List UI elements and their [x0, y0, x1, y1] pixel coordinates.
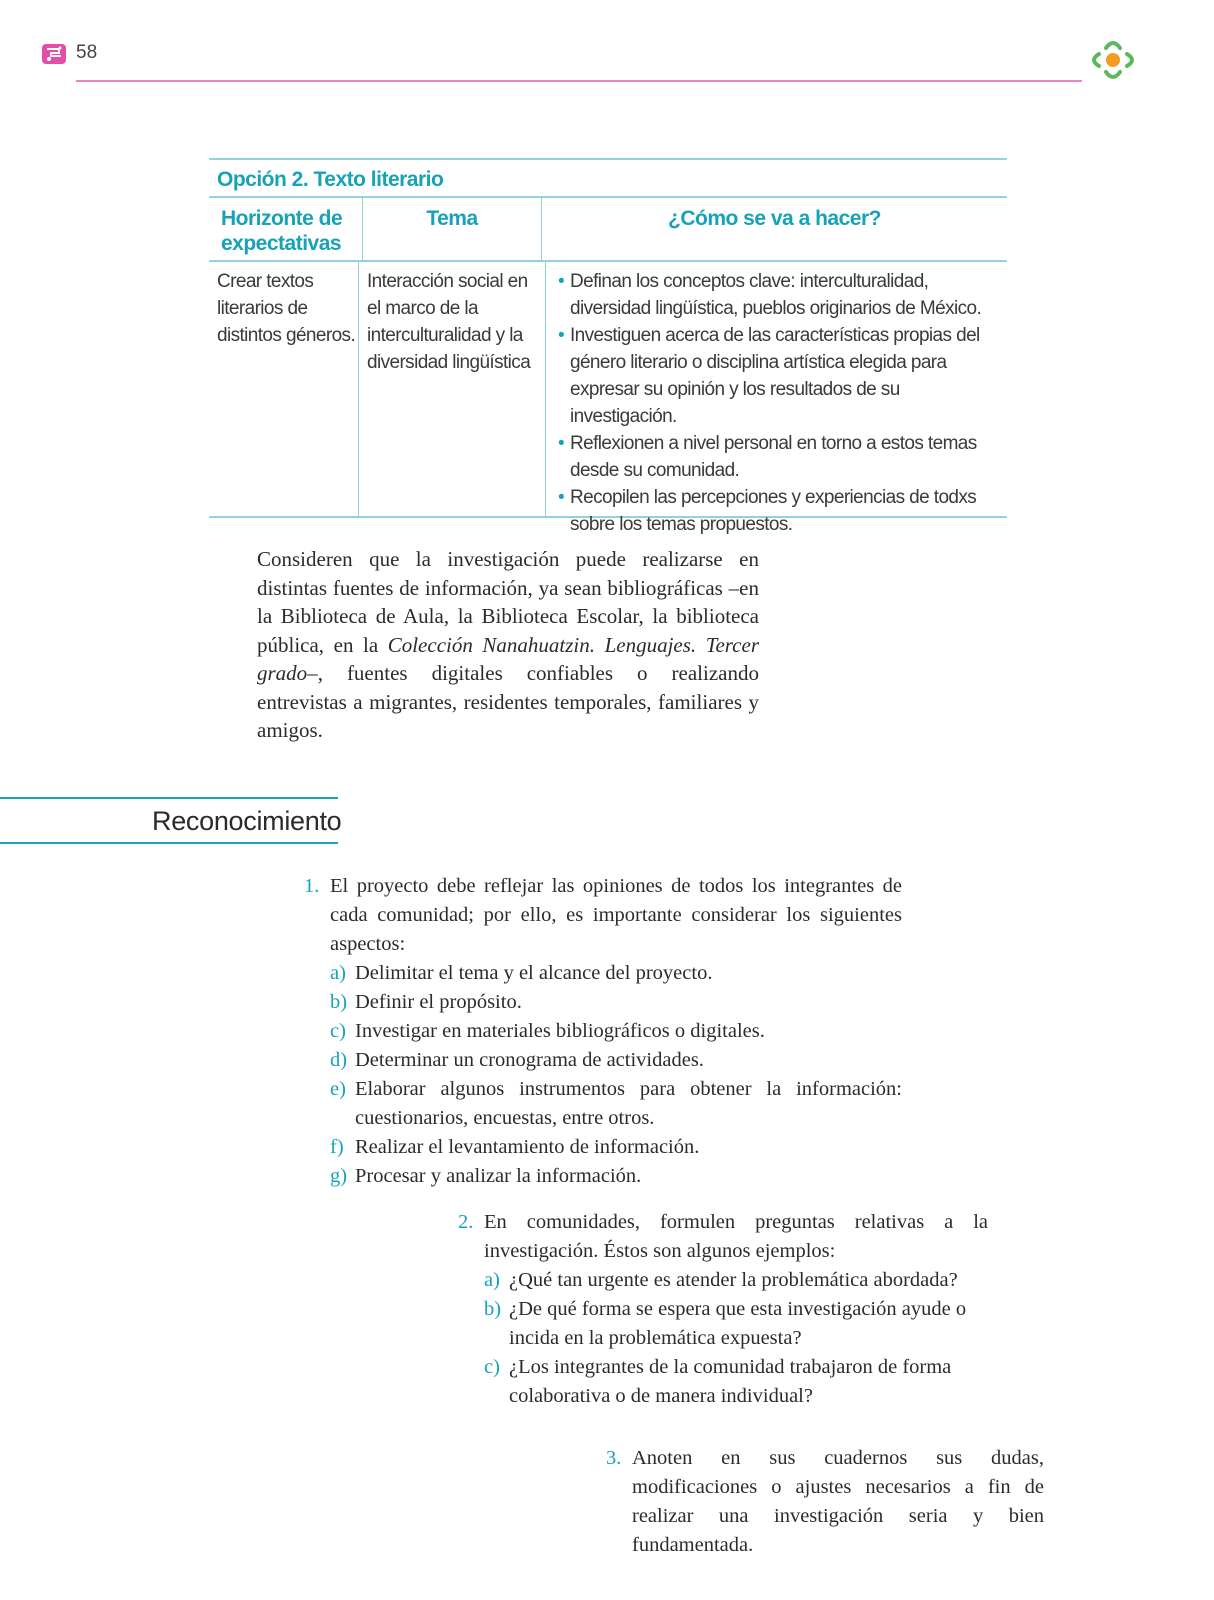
page-number: 58 [76, 42, 98, 63]
sub-item [484, 1353, 988, 1411]
numbered-item [304, 872, 902, 1191]
header-como: ¿Cómo se va a hacer? [541, 198, 1007, 260]
header-rule [76, 80, 1082, 82]
sub-text: Determinar un cronograma de actividades. [355, 1049, 704, 1071]
list-item: • Definan los conceptos clave: interculturalidad, diversidad lingüística, pueblos originarios de México. [558, 268, 1007, 322]
sub-item [484, 1295, 988, 1353]
sub-text: Investigar en materiales bibliográficos o digitales. [355, 1020, 765, 1042]
table-title: Opción 2. Texto literario [209, 158, 1007, 198]
sub-letter: c) [330, 1020, 346, 1042]
option-table [209, 158, 1007, 535]
sub-text: Elaborar algunos instrumentos para obtener la información: cuestionarios, encuestas, entre otros. [355, 1078, 902, 1129]
header-horizonte: Horizonte de expectativas [221, 207, 343, 255]
paragraph-text: Consideren que la investigación puede realizarse en distintas fuentes de información, ya sean bibliográficas –en la Biblioteca de Aula, la Biblioteca Escolar, la biblioteca pública, en la [257, 547, 759, 657]
sub-item [330, 1075, 902, 1133]
sub-text: Definir el propósito. [355, 991, 522, 1013]
section-rule [0, 842, 338, 844]
sub-letter: c) [484, 1356, 500, 1378]
list-item: • Recopilen las percepciones y experiencias de todxs sobre los temas propuestos. [558, 484, 1007, 538]
table-row [209, 262, 1007, 535]
item-text: En comunidades, formulen preguntas relativas a la investigación. Éstos son algunos ejemplos: [484, 1211, 988, 1262]
sub-letter: a) [330, 962, 346, 984]
sub-item [330, 1046, 902, 1075]
list-item: • Reflexionen a nivel personal en torno a estos temas desde su comunidad. [558, 430, 1007, 484]
list-item: • Investiguen acerca de las características propias del género literario o disciplina artística elegida para expresar su opinión y los resultados de su investigación. [558, 322, 1007, 430]
item-number: 1. [304, 875, 320, 897]
sub-item [330, 1162, 902, 1191]
intro-paragraph [257, 545, 759, 745]
section-title: Reconocimiento [152, 806, 342, 836]
sub-item [330, 1017, 902, 1046]
paragraph-text: –, fuentes digitales confiables o realizando entrevistas a migrantes, residentes temporales, familiares y amigos. [257, 661, 759, 742]
sub-letter: e) [330, 1078, 346, 1100]
sub-text: ¿De qué forma se espera que esta investigación ayude o incida en la problemática expuesta? [509, 1298, 967, 1349]
sub-text: ¿Los integrantes de la comunidad trabajaron de forma colaborativa o de manera individual? [509, 1356, 952, 1407]
sub-letter: b) [484, 1298, 502, 1320]
sub-letter: b) [330, 991, 348, 1013]
sub-item [330, 988, 902, 1017]
sub-letter: g) [330, 1165, 348, 1187]
sub-item [330, 1133, 902, 1162]
sub-item [484, 1266, 988, 1295]
collection-title: Colección Nanahuatzin. Lenguajes. Tercer grado [257, 632, 759, 685]
item-number: 3. [606, 1447, 622, 1469]
section-rule [0, 797, 338, 799]
sub-item [330, 959, 902, 988]
sub-letter: f) [330, 1136, 344, 1158]
sub-text: Delimitar el tema y el alcance del proyecto. [355, 962, 713, 984]
cell-tema: Interacción social en el marco de la interculturalidad y la diversidad lingüística [358, 262, 545, 516]
sub-text: ¿Qué tan urgente es atender la problemática abordada? [509, 1269, 958, 1291]
cell-como [545, 262, 1007, 535]
sub-text: Procesar y analizar la información. [355, 1165, 642, 1187]
table-header-row [209, 198, 1007, 262]
header-tema: Tema [362, 198, 541, 260]
sub-letter: d) [330, 1049, 348, 1071]
sub-text: Realizar el levantamiento de información. [355, 1136, 700, 1158]
flower-dots-icon [1086, 34, 1140, 86]
numbered-item [458, 1208, 988, 1411]
item-number: 2. [458, 1211, 474, 1233]
item-text: El proyecto debe reflejar las opiniones de todos los integrantes de cada comunidad; por ello, es importante considerar los siguientes aspectos: [330, 875, 902, 955]
aztec-glyph-icon [40, 40, 68, 68]
numbered-item [606, 1444, 1044, 1560]
sub-letter: a) [484, 1269, 500, 1291]
item-text: Anoten en sus cuadernos sus dudas, modificaciones o ajustes necesarios a fin de realizar una investigación seria y bien fundamentada. [632, 1447, 1044, 1556]
cell-horizonte: Crear textos literarios de distintos géneros. [217, 271, 356, 346]
